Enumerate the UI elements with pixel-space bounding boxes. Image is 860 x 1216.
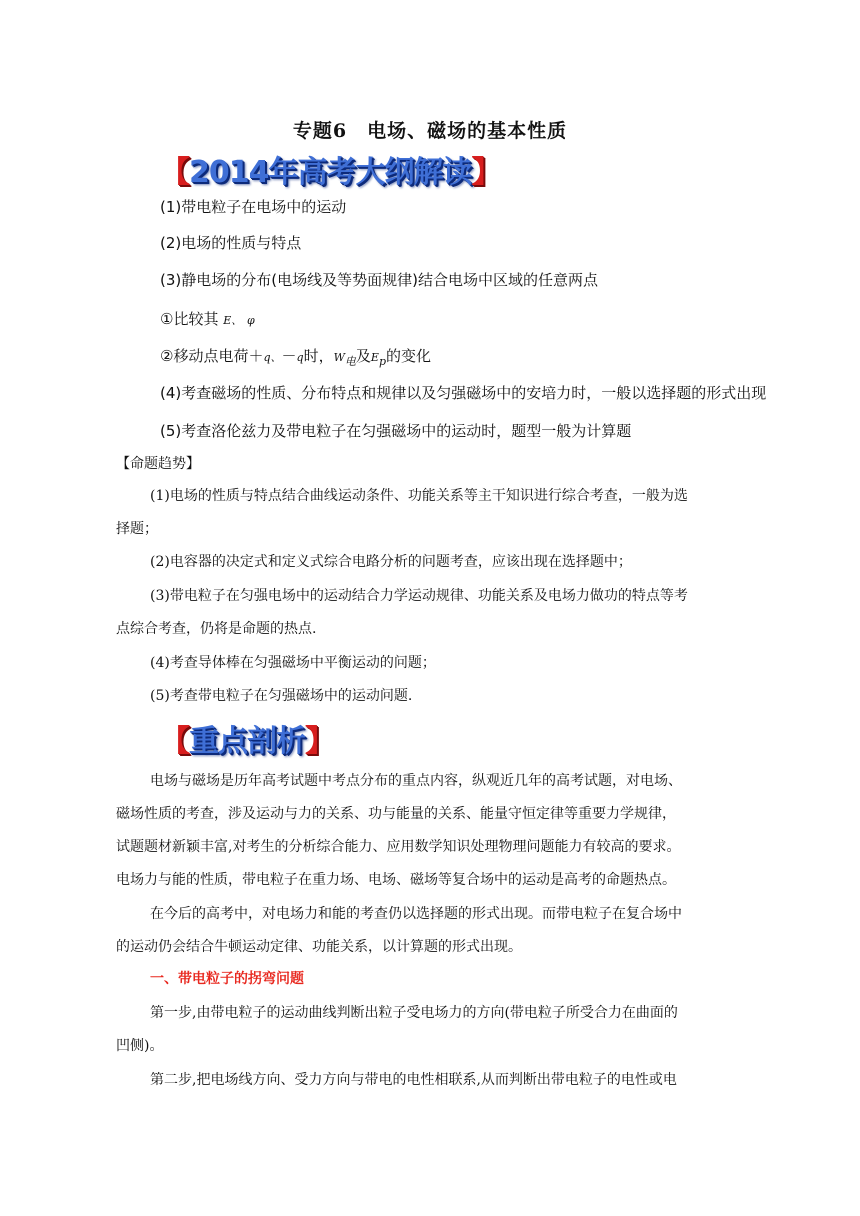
- analysis-line-2: 磁场性质的考查，涉及运动与力的关系、功与能量的关系、能量守恒定律等重要力学规律，: [116, 806, 676, 822]
- symbol-phi: φ: [247, 314, 255, 327]
- outline-item-2: (2)电场的性质与特点: [160, 234, 302, 252]
- symbol-w: W: [333, 351, 345, 364]
- banner2-close-bracket: 】: [305, 724, 334, 759]
- section1-line-1: 第一步,由带电粒子的运动曲线判断出粒子受电场力的方向(带电粒子所受合力在曲面的: [150, 1005, 678, 1021]
- trend-heading: 【命题趋势】: [116, 456, 200, 472]
- outline-item-5-change: 的变化: [385, 347, 431, 365]
- section1-line-2: 凹侧)。: [116, 1038, 164, 1054]
- outline-item-5: [160, 345, 431, 369]
- trend-line-1: (1)电场的性质与特点结合曲线运动条件、功能关系等主干知识进行综合考查，一般为选: [150, 488, 688, 504]
- analysis-line-6: 的运动仍会结合牛顿运动定律、功能关系，以计算题的形式出现。: [116, 939, 522, 955]
- analysis-line-4: 电场力与能的性质，带电粒子在重力场、电场、磁场等复合场中的运动是高考的命题热点。: [116, 872, 676, 888]
- trend-line-6: (4)考查导体棒在匀强磁场中平衡运动的问题；: [150, 655, 436, 671]
- analysis-line-3: 试题题材新颖丰富,对考生的分析综合能力、应用数学知识处理物理问题能力有较高的要求。: [116, 839, 681, 855]
- analysis-banner-text: 重点剖析: [189, 724, 305, 759]
- symbol-ep: E: [370, 351, 379, 364]
- outline-item-4: [160, 308, 255, 329]
- analysis-banner: [160, 716, 334, 760]
- minus-sign: －: [281, 347, 297, 365]
- trend-line-5: 点综合考查，仍将是命题的热点.: [116, 621, 317, 637]
- symbol-e: E、: [223, 314, 243, 327]
- symbol-q-positive: q、: [263, 351, 282, 364]
- trend-line-3: (2)电容器的决定式和定义式综合电路分析的问题考查，应该出现在选择题中；: [150, 554, 632, 570]
- outline-item-5-when: 时，: [303, 347, 334, 365]
- trend-line-7: (5)考查带电粒子在匀强磁场中的运动问题.: [150, 688, 413, 704]
- outline-item-3: (3)静电场的分布(电场线及等势面规律)结合电场中区域的任意两点: [160, 271, 598, 289]
- syllabus-banner: [160, 147, 501, 191]
- outline-item-4-text: ①比较其: [160, 310, 219, 328]
- section1-line-3: 第二步,把电场线方向、受力方向与带电的电性相联系,从而判断出带电粒子的电性或电: [150, 1072, 677, 1088]
- banner2-open-bracket: 【: [160, 724, 189, 759]
- trend-line-2: 择题；: [116, 521, 158, 537]
- section-heading-1: 一、带电粒子的拐弯问题: [150, 971, 304, 987]
- outline-item-7: (5)考查洛伦兹力及带电粒子在匀强磁场中的运动时，题型一般为计算题: [160, 422, 632, 440]
- analysis-line-5: 在今后的高考中，对电场力和能的考查仍以选择题的形式出现。而带电粒子在复合场中: [150, 906, 682, 922]
- page-title: 专题6 电场、磁场的基本性质: [292, 120, 568, 142]
- symbol-ep-sub: p: [378, 355, 386, 368]
- symbol-q-negative: q: [296, 351, 304, 364]
- banner-open-bracket: 【: [160, 155, 189, 190]
- outline-item-5-and: 及: [355, 347, 371, 365]
- syllabus-banner-text: 2014年高考大纲解读: [189, 155, 472, 190]
- outline-item-5-text: ②移动点电荷＋: [160, 347, 264, 365]
- outline-item-6: (4)考查磁场的性质、分布特点和规律以及匀强磁场中的安培力时，一般以选择题的形式出现: [160, 384, 767, 402]
- outline-item-1: (1)带电粒子在电场中的运动: [160, 198, 347, 216]
- analysis-line-1: 电场与磁场是历年高考试题中考点分布的重点内容，纵观近几年的高考试题，对电场、: [150, 773, 682, 789]
- trend-line-4: (3)带电粒子在匀强电场中的运动结合力学运动规律、功能关系及电场力做功的特点等考: [150, 588, 688, 604]
- banner-close-bracket: 】: [471, 155, 501, 190]
- symbol-w-sub: 电: [344, 355, 356, 368]
